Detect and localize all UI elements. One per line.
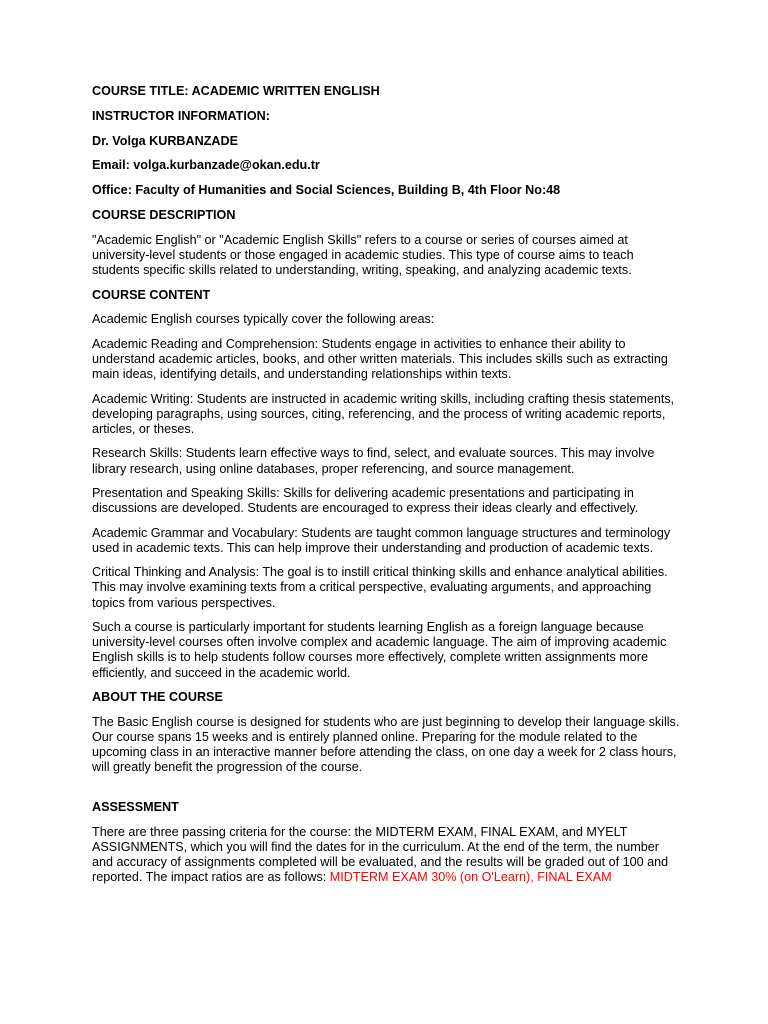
section-spacer (92, 785, 682, 800)
course-content-heading: COURSE CONTENT (92, 287, 211, 302)
assessment-heading: ASSESSMENT (92, 799, 179, 814)
assessment-highlight: MIDTERM EXAM 30% (on O'Learn), FINAL EXAM (329, 870, 612, 885)
instructor-name: Dr. Volga KURBANZADE (92, 133, 239, 148)
about-course-heading: ABOUT THE COURSE (92, 689, 223, 704)
content-area-critical-thinking: Critical Thinking and Analysis: The goal is to instill critical thinking skills and enhance analytical abilities. This may involve examining texts from a critical perspective, evaluating arguments, and approaching topics from various perspectives. (92, 565, 668, 610)
content-area-reading: Academic Reading and Comprehension: Students engage in activities to enhance their ability to understand academic articles, books, and other written materials. This includes skills such as extracting main ideas, identifying details, and understanding relationships within texts. (92, 336, 668, 382)
instructor-email: Email: volga.kurbanzade@okan.edu.tr (92, 158, 320, 173)
content-area-writing: Academic Writing: Students are instructed in academic writing skills, including crafting thesis statements, developing paragraphs, using sources, citing, referencing, and the process of writing academic reports, articles, or theses. (92, 391, 675, 436)
instructor-office: Office: Faculty of Humanities and Social Sciences, Building B, 4th Floor No:48 (92, 183, 561, 198)
instructor-info-heading: INSTRUCTOR INFORMATION: (92, 108, 270, 123)
course-content-closing: Such a course is particularly important for students learning English as a foreign language because university-level courses often involve complex and academic language. The aim of improving academic English skills is to help students follow courses more effectively, complete written assignments more efficiently, and succeed in the academic world. (92, 619, 667, 680)
assessment-text (92, 825, 682, 886)
course-title: COURSE TITLE: ACADEMIC WRITTEN ENGLISH (92, 84, 380, 98)
content-area-research: Research Skills: Students learn effective ways to find, select, and evaluate sources. This may involve library research, using online databases, proper referencing, and source management. (92, 446, 655, 476)
course-description-text: "Academic English" or "Academic English Skills" refers to a course or series of courses aimed at university-level students or those engaged in academic studies. This type of course aims to teach students specific skills related to understanding, writing, speaking, and analyzing academic texts. (92, 232, 634, 278)
content-area-presentation: Presentation and Speaking Skills: Skills for delivering academic presentations and participating in discussions are developed. Students are encouraged to express their ideas clearly and effectively. (92, 485, 639, 516)
course-content-intro: Academic English courses typically cover the following areas: (92, 312, 435, 327)
assessment-body: There are three passing criteria for the course: the MIDTERM EXAM, FINAL EXAM, and MYELT ASSIGNMENTS, which you will find the dates for in the curriculum. At the end of the term, the number and accuracy of assignments completed will be evaluated, and the results will be graded out of 100 and reported. The impact ratios are as follows: (92, 824, 669, 885)
content-area-grammar: Academic Grammar and Vocabulary: Students are taught common language structures and terminology used in academic texts. This can help improve their understanding and production of academic texts. (92, 525, 671, 555)
course-description-heading: COURSE DESCRIPTION (92, 207, 236, 222)
about-course-text: The Basic English course is designed for students who are just beginning to develop their language skills. Our course spans 15 weeks and is entirely planned online. Preparing for the module related to the upcoming class in an interactive manner before attending the class, on one day a week for 2 class hours, will greatly benefit the progression of the course. (92, 714, 680, 775)
syllabus-document (92, 84, 682, 895)
